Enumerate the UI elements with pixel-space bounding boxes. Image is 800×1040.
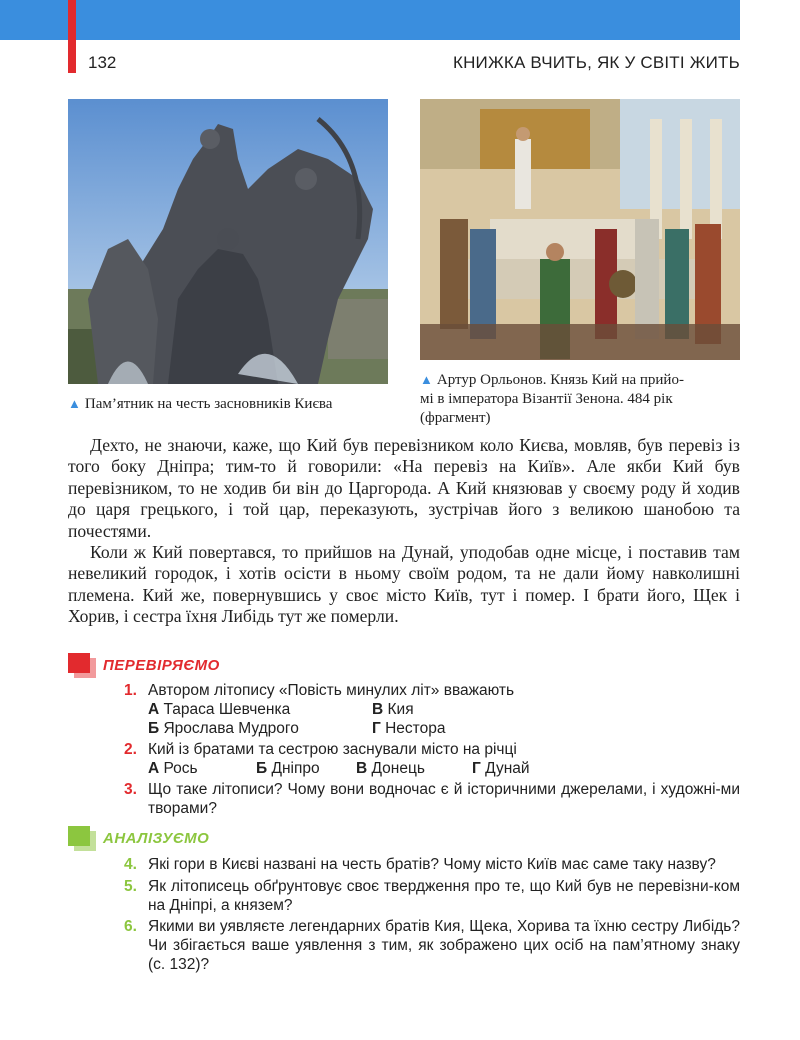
answer-options (148, 700, 740, 719)
option-g: Г Нестора (372, 720, 446, 737)
option-v: В Донець (356, 760, 425, 777)
option-b: Б Дніпро (256, 760, 320, 777)
question-6: 6. Якими ви уявляєте легендарних братів Кия, Щека, Хорива та їхню сестру Либідь? Чи збігається ваше уявлення з тим, як зображено цих осіб на пам’ятному знаку (с. 132)? (124, 918, 740, 973)
painting-photo (420, 99, 740, 360)
question-4: 4. Які гори в Києві названі на честь братів? Чому місто Київ має саме таку назву? (124, 856, 716, 873)
main-text (68, 435, 740, 628)
header-blue-bar (0, 0, 740, 40)
painting-caption: ▲ Артур Орльонов. Князь Кий на прийо- мі в імператора Візантії Зенона. 484 рік (фрагмент) (420, 372, 684, 426)
option-v: В Кия (372, 701, 414, 718)
running-title: КНИЖКА ВЧИТЬ, ЯК У СВІТІ ЖИТЬ (452, 53, 740, 72)
question-5: 5. Як літописець обґрунтовує своє твердження про те, що Кий був не перевізни-ком на Дніпрі, а князем? (124, 878, 740, 914)
monument-photo (68, 99, 388, 384)
monument-caption: ▲ Пам’ятник на честь засновників Києва (68, 396, 333, 412)
option-a: А Рось (148, 760, 198, 777)
paragraph: Коли ж Кий повертався, то прийшов на Дунай, уподобав одне місце, і поставив там невеликий городок, і хотів осісти в ньому своїм родом, та не дали йому навколишні племена. Кий же, повернувшись у своє місто Київ, тут і помер. І брати його, Щек і Хорив, і сестра їхня Либідь тут же померли. (68, 542, 740, 627)
analyze-section-title: АНАЛІЗУЄМО (103, 830, 210, 847)
paragraph: Дехто, не знаючи, каже, що Кий був перевізником коло Києва, мовляв, був перевіз із того боку Дніпра; тим-то й говорили: «На перевіз на Київ». Але якби Кий був перевізником, то не ходив би він до Царгорода. А Кий князював у своєму роду й ходив до царя грецького, і той цар, переказують, зустрічав його з великою шанобою та почестями. (68, 435, 740, 541)
question-3: 3. Що таке літописи? Чому вони водночас є й історичними джерелами, і художні-ми творами? (124, 781, 740, 817)
answer-options (148, 759, 740, 778)
option-g: Г Дунай (472, 760, 530, 777)
header-red-stripe (68, 0, 76, 73)
question-2: 2. Кий із братами та сестрою заснували місто на річці А Рось Б Дніпро В Донець Г Дунай (124, 740, 740, 778)
triangle-icon: ▲ (68, 396, 81, 411)
option-b: Б Ярослава Мудрого (148, 720, 299, 737)
question-1: 1. Автором літопису «Повість минулих літ» вважають А Тараса Шевченка В Кия Б Ярослава Мудрого Г Нестора (124, 681, 740, 738)
option-a: А Тараса Шевченка (148, 701, 291, 718)
analyze-section-icon (68, 826, 98, 852)
page-number: 132 (88, 53, 117, 72)
check-section-title: ПЕРЕВІРЯЄМО (103, 657, 220, 674)
triangle-icon: ▲ (420, 372, 433, 387)
answer-options (148, 719, 740, 738)
check-section-icon (68, 653, 98, 679)
